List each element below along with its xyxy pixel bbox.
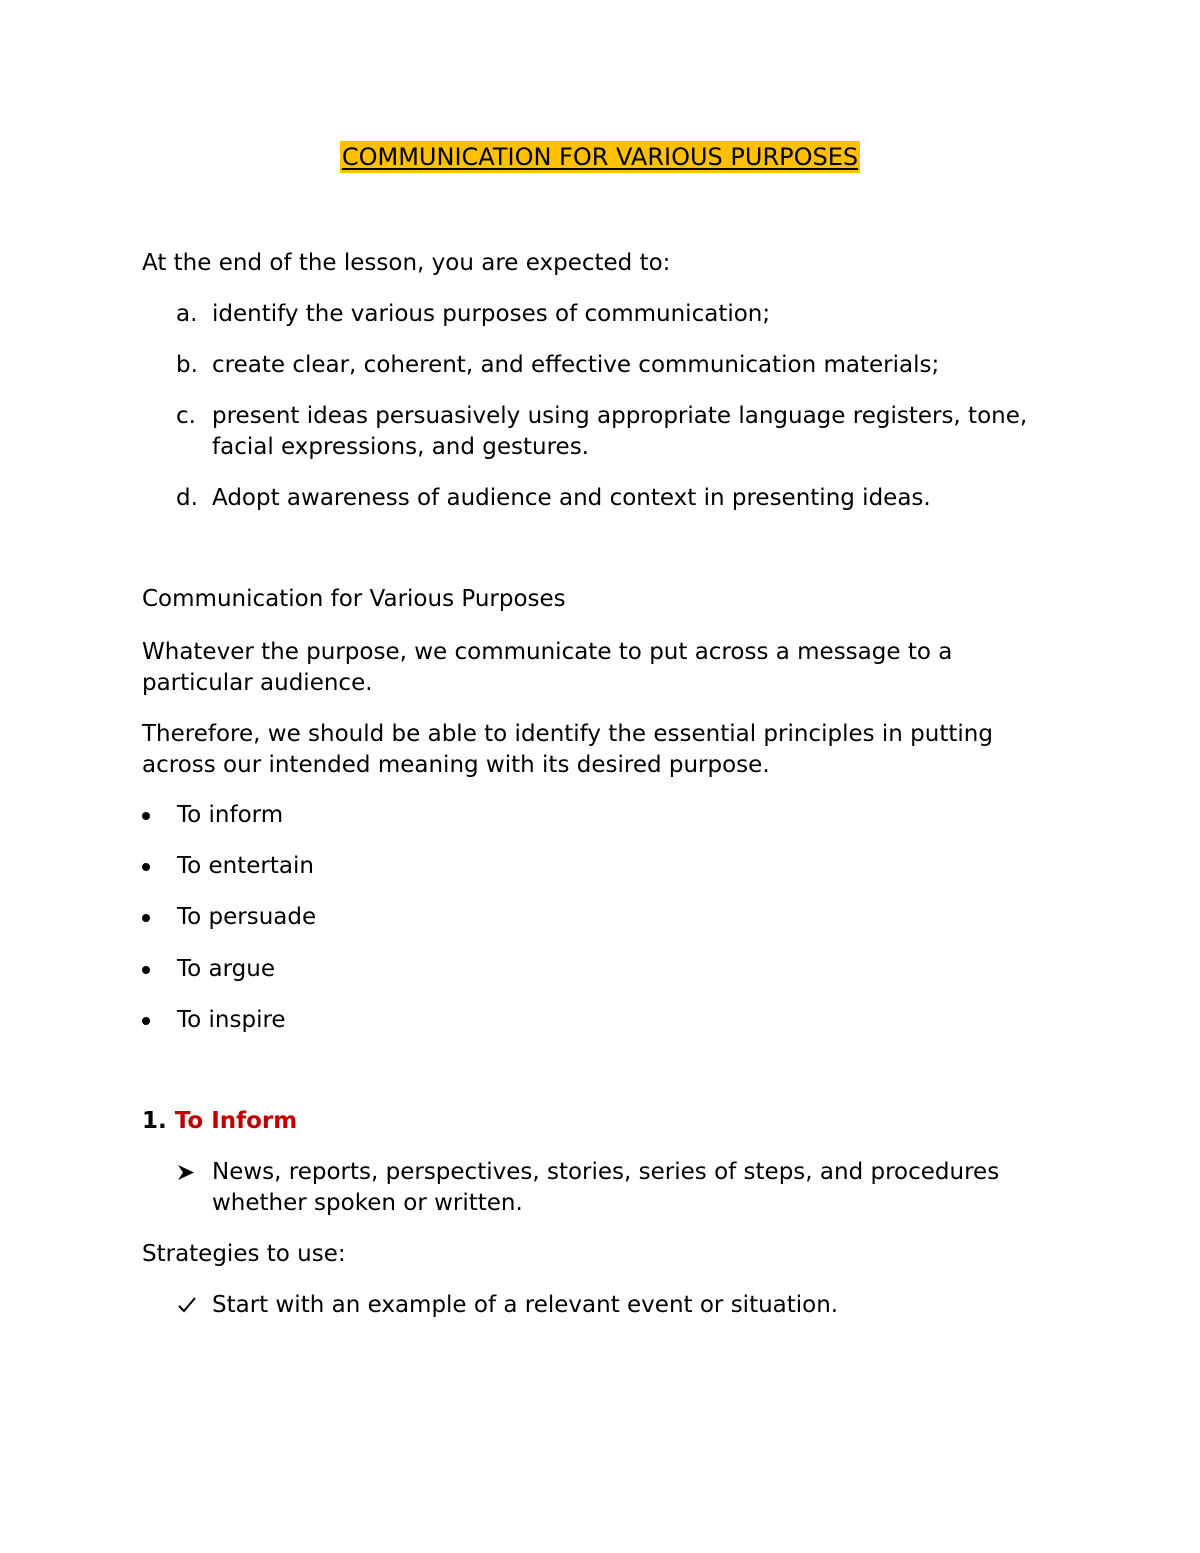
purpose-text: To persuade (177, 904, 317, 930)
checkmark-icon (176, 1290, 206, 1321)
objective-marker: b. (176, 352, 198, 378)
objective-text: present ideas persuasively using appropriate language registers, tone, (212, 403, 1028, 429)
arrow-bullet-icon (176, 1157, 206, 1188)
purpose-text: To inspire (177, 1007, 286, 1033)
section-1-heading (142, 1106, 297, 1137)
objective-text: create clear, coherent, and effective communication materials; (212, 352, 940, 378)
document-title: COMMUNICATION FOR VARIOUS PURPOSES (341, 143, 859, 171)
bullet-icon (142, 812, 150, 820)
title-container (0, 141, 1200, 174)
bullet-icon (142, 1017, 150, 1025)
intro-text: At the end of the lesson, you are expected to: (142, 250, 671, 276)
strategy-text: Start with an example of a relevant event or situation. (212, 1292, 839, 1318)
objective-marker: c. (176, 403, 196, 429)
paragraph-2-line-2: across our intended meaning with its desired purpose. (142, 752, 770, 778)
objective-marker: d. (176, 485, 198, 511)
purpose-text: To argue (177, 956, 275, 982)
paragraph-2-line-1: Therefore, we should be able to identify the essential principles in putting (142, 721, 993, 747)
bullet-icon (142, 966, 150, 974)
purpose-text: To entertain (177, 853, 314, 879)
objective-marker: a. (176, 301, 198, 327)
objective-text: Adopt awareness of audience and context in presenting ideas. (212, 485, 931, 511)
purpose-text: To inform (177, 802, 284, 828)
objective-text: identify the various purposes of communication; (212, 301, 771, 327)
inform-point-text: News, reports, perspectives, stories, series of steps, and procedures (212, 1159, 1000, 1185)
section-title: To Inform (174, 1108, 298, 1134)
paragraph-1-line-1: Whatever the purpose, we communicate to put across a message to a (142, 639, 953, 665)
strategies-label: Strategies to use: (142, 1241, 346, 1267)
section-number: 1. (142, 1108, 167, 1134)
inform-point-text: whether spoken or written. (212, 1190, 523, 1216)
subheading: Communication for Various Purposes (142, 586, 566, 612)
bullet-icon (142, 863, 150, 871)
objective-text: facial expressions, and gestures. (212, 434, 589, 460)
bullet-icon (142, 914, 150, 922)
paragraph-1-line-2: particular audience. (142, 670, 373, 696)
